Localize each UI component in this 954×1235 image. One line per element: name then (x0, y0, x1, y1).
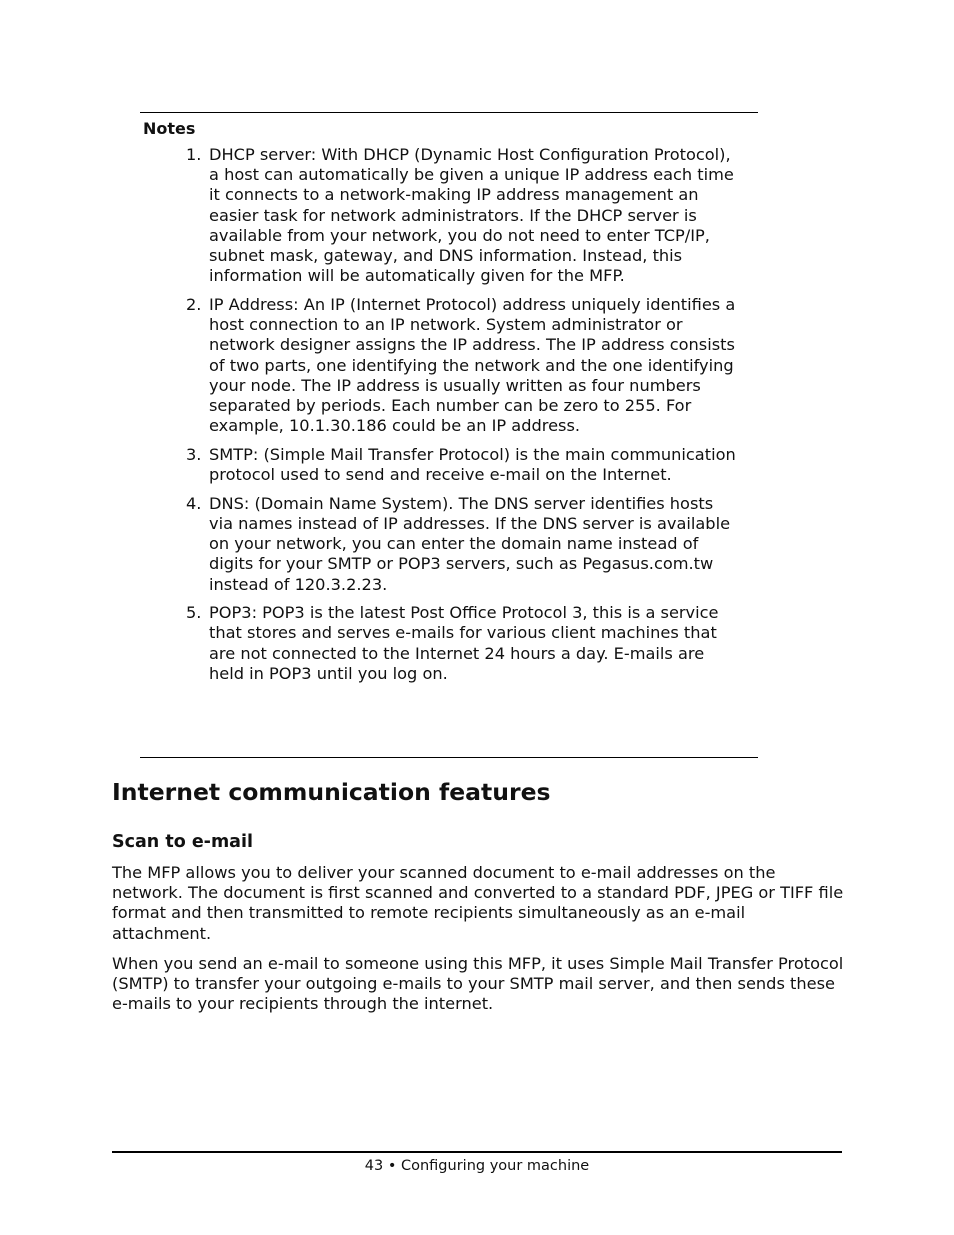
note-item-smtp (186, 445, 736, 485)
section-heading: Internet communication features (112, 778, 551, 806)
note-item-dhcp (186, 145, 736, 286)
notes-bottom-divider (140, 757, 758, 758)
note-text: IP Address: An IP (Internet Protocol) address uniquely identifies a host connection to an IP network. System administrator or network designer assigns the IP address. The IP address consists of two parts, one identifying the network and the one identifying your node. The IP address is usually written as four numbers separated by periods. Each number can be zero to 255. For example, 10.1.30.186 could be an IP address. (209, 294, 736, 436)
note-text: DHCP server: With DHCP (Dynamic Host Configuration Protocol), a host can automatically be given a unique IP address each time it connects to a network-making IP address management an easier task for network administrators. If the DHCP server is available from your network, you do not need to enter TCP/IP, subnet mask, gateway, and DNS information. Instead, this information will be automatically given for the MFP. (209, 145, 734, 286)
note-item-ip-address (186, 295, 736, 436)
body-paragraph: When you send an e-mail to someone using this MFP, it uses Simple Mail Transfer Protocol (SMTP) to transfer your outgoing e-mails to your SMTP mail server, and then sends these e-mails to your recipients through the internet. (112, 954, 844, 1014)
note-number: 4. (186, 493, 202, 513)
note-number: 3. (186, 444, 202, 464)
note-item-pop3 (186, 603, 736, 684)
notes-top-divider (140, 112, 758, 113)
body-paragraph: The MFP allows you to deliver your scanned document to e-mail addresses on the network. The document is first scanned and converted to a standard PDF, JPEG or TIFF file format and then transmitted to remote recipients simultaneously as an e-mail attachment. (112, 863, 844, 943)
subsection-heading: Scan to e-mail (112, 832, 253, 852)
note-number: 2. (186, 294, 202, 314)
footer-divider (112, 1151, 842, 1153)
note-text: SMTP: (Simple Mail Transfer Protocol) is the main communication protocol used to send and receive e-mail on the Internet. (209, 444, 736, 485)
note-text: POP3: POP3 is the latest Post Office Protocol 3, this is a service that stores and serves e-mails for various client machines that are not connected to the Internet 24 hours a day. E-mails are held in POP3 until you log on. (209, 603, 719, 683)
notes-title: Notes (143, 119, 196, 138)
page-footer: 43 • Configuring your machine (364, 1158, 590, 1174)
notes-list (186, 145, 736, 693)
note-text: DNS: (Domain Name System). The DNS server identifies hosts via names instead of IP addresses. If the DNS server is available on your network, you can enter the domain name instead of digits for your SMTP or POP3 servers, such as Pegasus.com.tw instead of 120.3.2.23. (209, 493, 731, 594)
note-item-dns (186, 494, 736, 595)
note-number: 1. (186, 145, 202, 164)
note-number: 5. (186, 603, 202, 623)
